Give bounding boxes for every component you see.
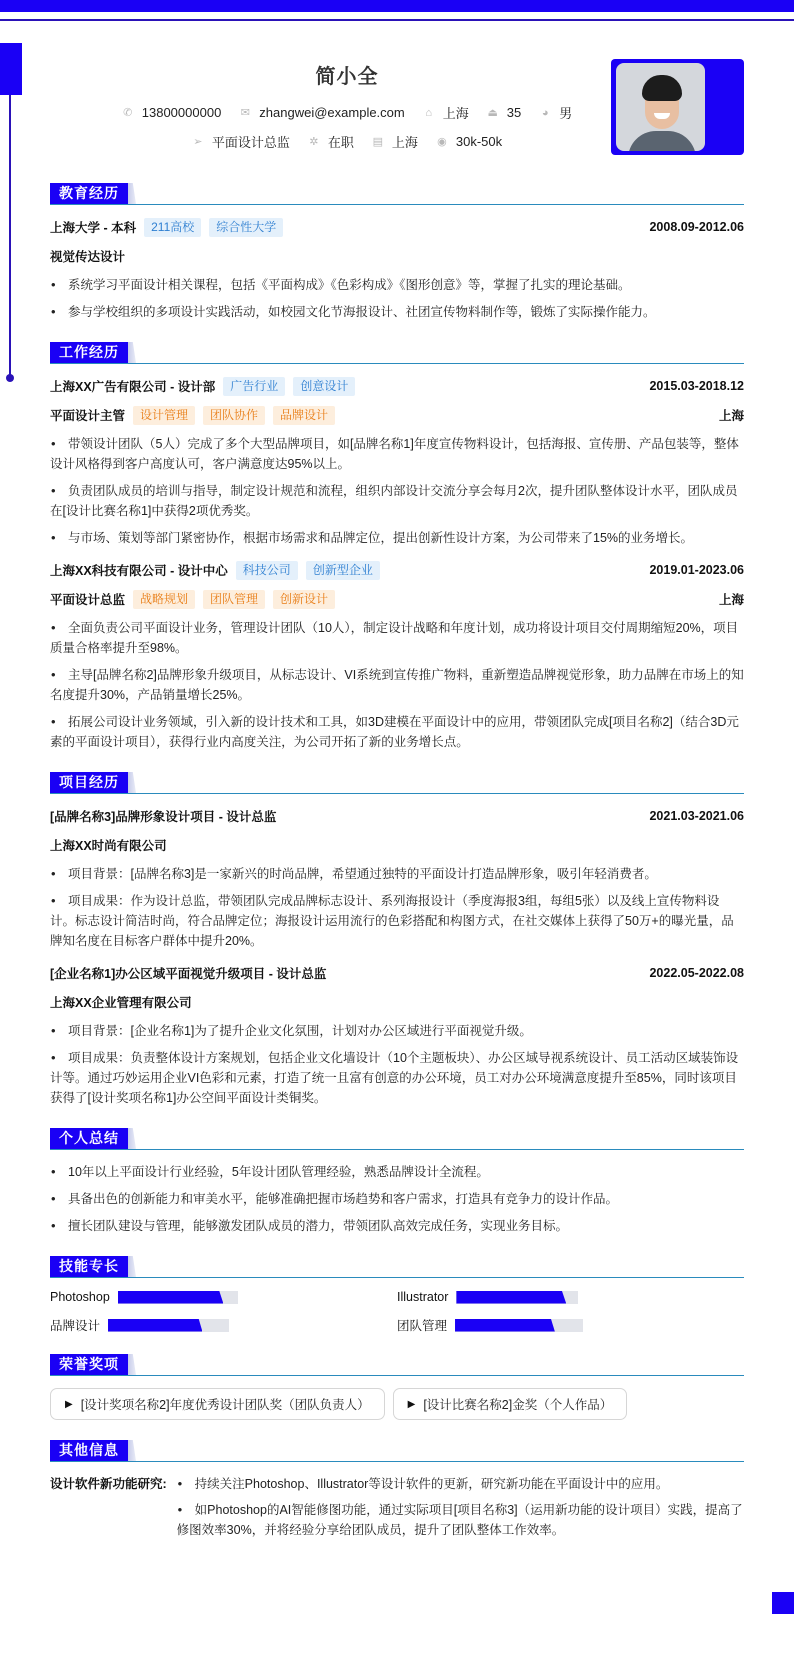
awards-list [50, 1388, 744, 1420]
project-date: 2021.03-2021.06 [649, 809, 744, 823]
list-item: • 拓展公司设计业务领域，引入新的设计技术和工具，如3D建模在平面设计中的应用，带领团队完成[项目名称2]（结合3D元素的平面设计项目），获得行业内高度关注，为公司开拓了新的业务增长点。 [50, 712, 744, 752]
project-row [50, 806, 744, 826]
list-item: • 项目背景：[企业名称1]为了提升企业文化氛围，计划对办公区域进行平面视觉升级。 [50, 1021, 744, 1041]
work-bullets [50, 434, 744, 548]
skill-bar-fill [118, 1291, 224, 1304]
position-group [50, 590, 335, 609]
skill-item [50, 1290, 397, 1304]
status-icon: ✲ [309, 135, 319, 148]
project-company: 上海XX企业管理有限公司 [50, 996, 192, 1010]
section-title: 工作经历 [50, 342, 128, 363]
status-info [308, 132, 354, 151]
company-group [50, 561, 380, 580]
list-item: • 主导[品牌名称2]品牌形象升级项目，从标志设计、VI系统到宣传推广物料，重新塑造品牌视觉形象，助力品牌在市场上的知名度提升30%，产品销量增长25%。 [50, 665, 744, 705]
top-accent-line [0, 19, 794, 21]
list-item: • 带领设计团队（5人）完成了多个大型品牌项目，如[品牌名称1]年度宣传物料设计，包括海报、宣传册、产品包装等，整体设计风格得到客户高度认可，客户满意度达95%以上。 [50, 434, 744, 474]
email-info [239, 105, 404, 120]
position-info [192, 132, 290, 151]
resume-content [50, 183, 744, 1566]
company-name: 上海XX广告有限公司 - 设计部 [50, 380, 216, 394]
school-tag: 211高校 [144, 218, 201, 237]
summary-bullets [50, 1162, 744, 1236]
side-accent-block [0, 43, 22, 95]
project-bullets [50, 1021, 744, 1108]
avatar-hair [642, 75, 682, 101]
gender-text: 男 [559, 106, 573, 121]
skill-bar [456, 1291, 578, 1304]
side-accent-dot [6, 374, 14, 382]
salary-icon: ◉ [437, 135, 447, 148]
skills-section [50, 1256, 744, 1334]
skill-item [397, 1290, 744, 1304]
list-item: • 负责团队成员的培训与指导，制定设计规范和流程，组织内部设计交流分享会每月2次，提升团队整体设计水平，团队成员在[设计比赛名称1]中获得2项优秀奖。 [50, 481, 744, 521]
company-name: 上海XX科技有限公司 - 设计中心 [50, 564, 228, 578]
project-company: 上海XX时尚有限公司 [50, 839, 167, 853]
project-bullets [50, 864, 744, 951]
position-name: 平面设计总监 [50, 593, 126, 607]
company-group [50, 377, 355, 396]
skill-bar-fill [455, 1319, 555, 1332]
skills-grid [50, 1290, 744, 1334]
summary-section [50, 1128, 744, 1236]
major: 视觉传达设计 [50, 250, 126, 264]
top-accent-bar [0, 0, 794, 12]
list-item: • 项目背景：[品牌名称3]是一家新兴的时尚品牌，希望通过独特的平面设计打造品牌形象，吸引年轻消费者。 [50, 864, 744, 884]
skill-tag: 设计管理 [133, 406, 195, 425]
skill-bar [118, 1291, 238, 1304]
other-label: 设计软件新功能研究: [50, 1477, 167, 1491]
section-title: 个人总结 [50, 1128, 128, 1149]
project-company-row [50, 992, 744, 1012]
company-tag: 科技公司 [236, 561, 298, 580]
position-name: 平面设计主管 [50, 409, 126, 423]
skill-name: Photoshop [50, 1290, 110, 1304]
skill-item [50, 1316, 397, 1334]
award-item[interactable] [50, 1388, 385, 1420]
salary-text: 30k-50k [455, 134, 503, 149]
skill-name: 团队管理 [397, 1319, 448, 1333]
building-icon: ▤ [372, 135, 384, 148]
work-section [50, 342, 744, 752]
education-section [50, 183, 744, 322]
project-name: [企业名称1]办公区域平面视觉升级项目 - 设计总监 [50, 967, 327, 981]
education-school-row [50, 217, 744, 237]
section-title: 其他信息 [50, 1440, 128, 1461]
section-header [50, 1128, 744, 1150]
city-info [423, 103, 469, 122]
other-section [50, 1440, 744, 1546]
work-entry [50, 560, 744, 752]
avatar-frame [611, 59, 744, 155]
project-company-row [50, 835, 744, 855]
list-item: • 10年以上平面设计行业经验，5年设计团队管理经验，熟悉品牌设计全流程。 [50, 1162, 744, 1182]
work-city-info [372, 132, 418, 151]
avatar [616, 63, 705, 151]
section-header [50, 772, 744, 794]
company-tag: 广告行业 [223, 377, 285, 396]
school-tag: 综合性大学 [209, 218, 283, 237]
company-row [50, 376, 744, 396]
section-header [50, 1440, 744, 1462]
section-title: 项目经历 [50, 772, 128, 793]
school-name: 上海大学 - 本科 [50, 221, 137, 235]
gender-info [539, 103, 572, 122]
work-city-text: 上海 [391, 135, 418, 150]
position-text: 平面设计总监 [211, 135, 290, 150]
award-item[interactable] [393, 1388, 628, 1420]
project-entry [50, 963, 744, 1108]
section-header [50, 183, 744, 205]
skill-name: Illustrator [397, 1290, 449, 1304]
section-title: 荣誉奖项 [50, 1354, 128, 1375]
gender-icon: ◕ [541, 106, 549, 119]
send-icon: ➢ [193, 135, 203, 148]
school-group [50, 218, 283, 237]
section-header [50, 342, 744, 364]
age-info [487, 105, 521, 120]
work-date: 2019.01-2023.06 [649, 563, 744, 577]
contact-row [50, 103, 644, 122]
list-item: • 项目成果：作为设计总监，带领团队完成品牌标志设计、系列海报设计（季度海报3组，每组5张）以及线上宣传物料设计。标志设计简洁时尚，符合品牌定位；海报设计运用流行的色彩搭配和构图方式，在社交媒体上获得了50万+的曝光量，品牌知名度在目标客户群体中提升20%。 [50, 891, 744, 951]
list-item: • 项目成果：负责整体设计方案规划，包括企业文化墙设计（10个主题板块）、办公区域导视系统设计、员工活动区域装饰设计等。通过巧妙运用企业VI色彩和元素，打造了统一且富有创意的办公环境，员工对办公环境满意度提升至85%，同时该项目获得了[设计奖项名称1]办公空间平面设计类铜奖。 [50, 1048, 744, 1108]
list-item: • 具备出色的创新能力和审美水平，能够准确把握市场趋势和客户需求，打造具有竞争力的设计作品。 [50, 1189, 744, 1209]
work-bullets [50, 618, 744, 752]
skill-bar-fill [456, 1291, 566, 1304]
section-header [50, 1256, 744, 1278]
triangle-right-icon: ▶ [407, 1398, 416, 1410]
major-row [50, 246, 744, 266]
list-item: • 系统学习平面设计相关课程，包括《平面构成》《色彩构成》《图形创意》等，掌握了扎实的理论基础。 [50, 275, 744, 295]
work-location: 上海 [718, 593, 744, 607]
skill-bar-fill [108, 1319, 202, 1332]
list-item: • 擅长团队建设与管理，能够激发团队成员的潜力，带领团队高效完成任务，实现业务目标。 [50, 1216, 744, 1236]
list-item: • 参与学校组织的多项设计实践活动，如校园文化节海报设计、社团宣传物料制作等，锻炼了实际操作能力。 [50, 302, 744, 322]
award-text: [设计奖项名称2]年度优秀设计团队奖（团队负责人） [80, 1398, 370, 1412]
project-name: [品牌名称3]品牌形象设计项目 - 设计总监 [50, 810, 277, 824]
award-text: [设计比赛名称2]金奖（个人作品） [423, 1398, 613, 1412]
skill-tag: 创新设计 [273, 590, 335, 609]
job-intent-row [50, 132, 644, 151]
education-date: 2008.09-2012.06 [649, 220, 744, 234]
skill-bar [455, 1319, 583, 1332]
home-icon: ⌂ [425, 106, 433, 119]
section-title: 技能专长 [50, 1256, 128, 1277]
project-date: 2022.05-2022.08 [649, 966, 744, 980]
company-tag: 创意设计 [293, 377, 355, 396]
age-text: 35 [506, 105, 522, 120]
project-row [50, 963, 744, 983]
candidate-name: 简小全 [315, 66, 379, 88]
age-icon: ⏏ [487, 106, 498, 119]
phone-icon: ✆ [123, 106, 133, 119]
projects-section [50, 772, 744, 1108]
corner-accent-block [772, 1592, 794, 1614]
avatar-shoulders [628, 131, 696, 151]
resume-header [50, 50, 644, 151]
skill-bar [108, 1319, 229, 1332]
mail-icon: ✉ [240, 106, 250, 119]
side-accent-line [9, 95, 11, 377]
skill-tag: 团队管理 [203, 590, 265, 609]
position-row [50, 589, 744, 609]
skill-name: 品牌设计 [50, 1319, 101, 1333]
position-group [50, 406, 335, 425]
position-row [50, 405, 744, 425]
skill-tag: 战略规划 [133, 590, 195, 609]
email-text: zhangwei@example.com [259, 105, 405, 120]
other-bullets [177, 1474, 744, 1546]
skill-item [397, 1316, 744, 1334]
salary-info [436, 134, 502, 149]
triangle-right-icon: ▶ [65, 1398, 73, 1410]
status-text: 在职 [327, 135, 354, 150]
list-item: • 与市场、策划等部门紧密协作，根据市场需求和品牌定位，提出创新性设计方案，为公司带来了15%的业务增长。 [50, 528, 744, 548]
other-info [50, 1474, 744, 1546]
skill-tag: 品牌设计 [273, 406, 335, 425]
list-item: • 如Photoshop的AI智能修图功能，通过实际项目[项目名称3]（运用新功能的设计项目）实践，提高了修图效率30%，并将经验分享给团队成员，提升了团队整体工作效率。 [177, 1500, 744, 1540]
project-entry [50, 806, 744, 951]
phone-info [122, 105, 222, 120]
section-title: 教育经历 [50, 183, 128, 204]
section-header [50, 1354, 744, 1376]
list-item: • 全面负责公司平面设计业务，管理设计团队（10人），制定设计战略和年度计划，成功将设计项目交付周期缩短20%，项目质量合格率提升至98%。 [50, 618, 744, 658]
list-item: • 持续关注Photoshop、Illustrator等设计软件的更新，研究新功能在平面设计中的应用。 [177, 1474, 744, 1494]
skill-tag: 团队协作 [203, 406, 265, 425]
awards-section [50, 1354, 744, 1420]
city-text: 上海 [442, 106, 469, 121]
company-row [50, 560, 744, 580]
education-bullets [50, 275, 744, 322]
phone-text: 13800000000 [141, 105, 222, 120]
work-entry [50, 376, 744, 548]
work-date: 2015.03-2018.12 [649, 379, 744, 393]
company-tag: 创新型企业 [306, 561, 380, 580]
work-location: 上海 [718, 409, 744, 423]
